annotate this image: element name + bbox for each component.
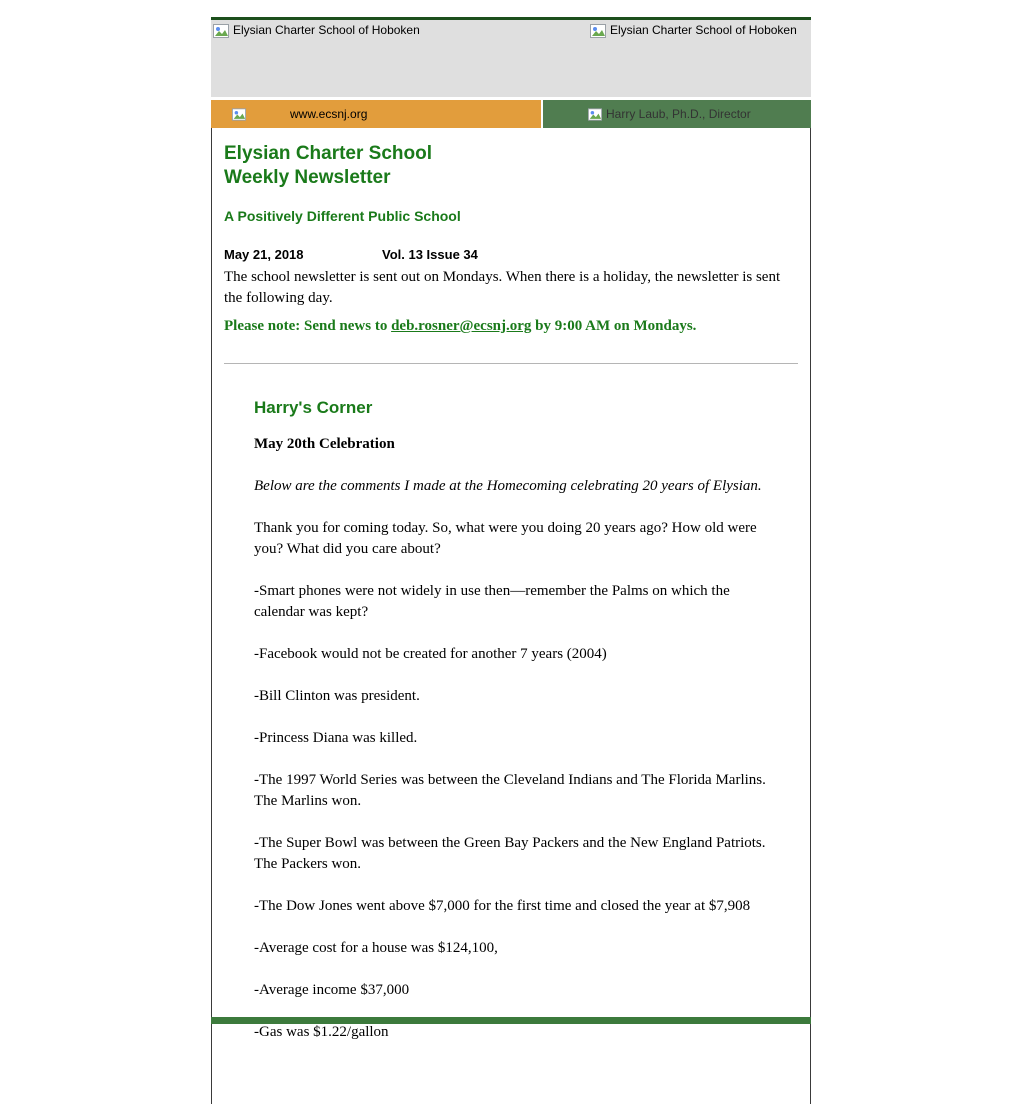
submission-note-prefix: Please note: Send news to [224, 318, 392, 334]
body-paragraph: -Average cost for a house was $124,100, [254, 940, 498, 956]
body-paragraph: Thank you for coming today. So, what were you doing 20 years ago? How old were you? What did you care about? [254, 520, 757, 557]
body-paragraph: -Princess Diana was killed. [254, 730, 418, 746]
body-paragraph: -The 1997 World Series was between the Cleveland Indians and The Florida Marlins. The Marlins won. [254, 772, 766, 809]
broken-image-icon [232, 108, 246, 121]
header-image-band [211, 17, 811, 97]
submission-note-suffix: by 9:00 AM on Mondays. [531, 318, 697, 334]
harrys-corner-lead: Below are the comments I made at the Homecoming celebrating 20 years of Elysian. [254, 478, 762, 494]
director-image-placeholder [588, 107, 751, 121]
newsletter-email [211, 17, 811, 1104]
header-right-image-placeholder [590, 23, 797, 38]
school-tagline: A Positively Different Public School [224, 208, 461, 224]
link-bars [211, 100, 811, 128]
body-paragraph: -Facebook would not be created for another 7 years (2004) [254, 646, 607, 662]
body-paragraph: -The Dow Jones went above $7,000 for the first time and closed the year at $7,908 [254, 898, 751, 914]
director-bar [543, 100, 811, 128]
issue-date: May 21, 2018 [224, 247, 304, 262]
issue-info-row [224, 247, 798, 262]
newsletter-title-line1: Elysian Charter School [224, 143, 433, 164]
body-paragraph: -The Super Bowl was between the Green Bay Packers and the New England Patriots. The Packers won. [254, 835, 766, 872]
website-bar [211, 100, 541, 128]
director-image-alt: Harry Laub, Ph.D., Director [606, 107, 751, 121]
harrys-corner-section [224, 364, 798, 1043]
header-left-image-alt: Elysian Charter School of Hoboken [233, 23, 420, 37]
broken-image-icon [588, 108, 602, 121]
harrys-corner-heading: Harry's Corner [254, 398, 373, 417]
body-paragraph: -Average income $37,000 [254, 982, 410, 998]
footer-section-bar [211, 1017, 811, 1024]
harrys-corner-paragraphs [254, 518, 770, 1043]
body-paragraph: -Bill Clinton was president. [254, 688, 420, 704]
header-right-image-alt: Elysian Charter School of Hoboken [610, 23, 797, 37]
harrys-corner-subheading: May 20th Celebration [254, 436, 395, 452]
body-paragraph: -Gas was $1.22/gallon [254, 1024, 389, 1040]
broken-image-icon [590, 24, 606, 38]
issue-volume: Vol. 13 Issue 34 [382, 247, 478, 262]
website-link[interactable]: www.ecsnj.org [290, 107, 368, 121]
submission-note [224, 316, 798, 337]
broken-image-icon [213, 24, 229, 38]
newsletter-title-line2: Weekly Newsletter [224, 167, 391, 188]
newsletter-title [224, 142, 798, 190]
body-paragraph: -Smart phones were not widely in use then—remember the Palms on which the calendar was kept? [254, 583, 730, 620]
schedule-note: The school newsletter is sent out on Mondays. When there is a holiday, the newsletter is sent the following day. [224, 269, 781, 306]
header-left-image-placeholder [213, 23, 420, 38]
newsletter-body [211, 128, 811, 1104]
editor-email-link[interactable]: deb.rosner@ecsnj.org [391, 318, 532, 334]
